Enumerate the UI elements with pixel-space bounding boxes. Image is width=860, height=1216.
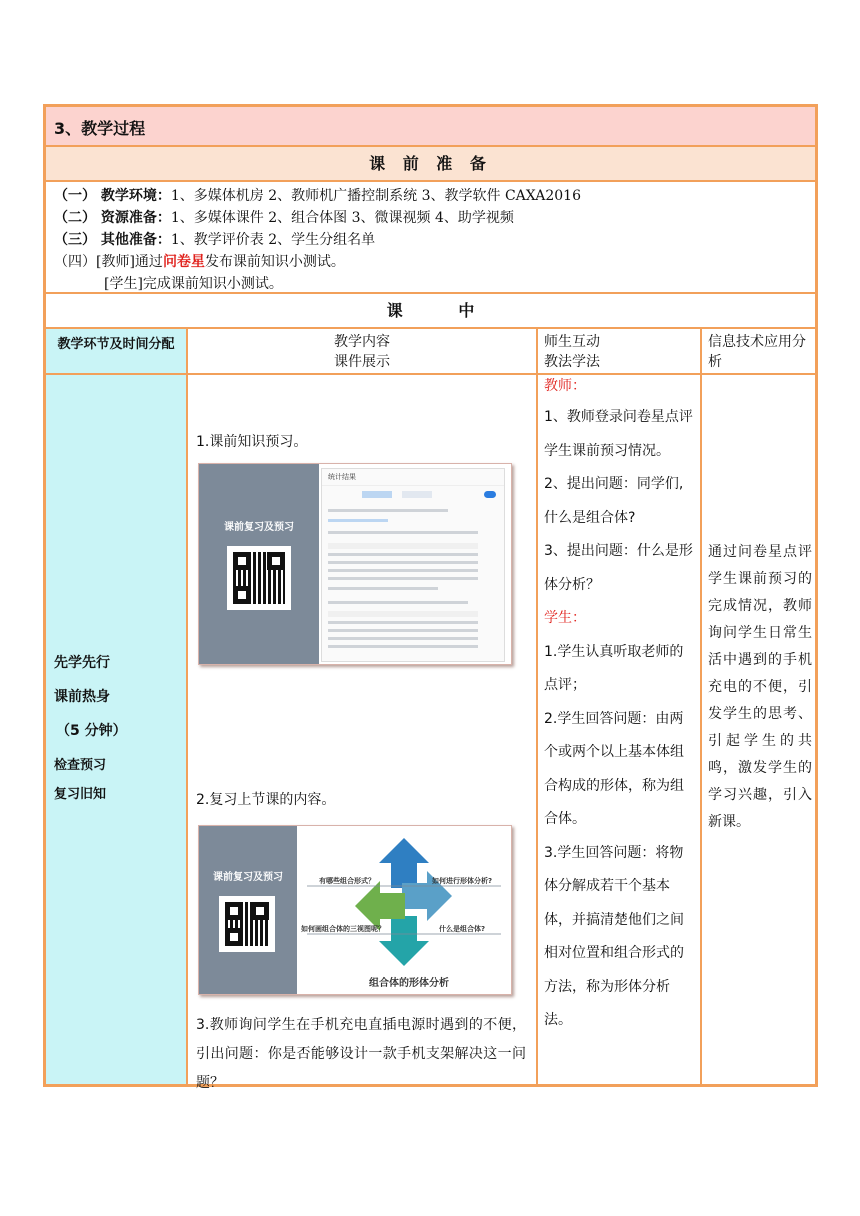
wenjuanxing-highlight: 问卷星	[162, 254, 205, 270]
student-step-2: 2.学生回答问题：由两个或两个以上基本体组合构成的形体，称为组合体。	[544, 710, 684, 827]
prep-title: 课 前 准 备	[369, 154, 492, 173]
prep-body	[46, 182, 815, 294]
content-cell	[188, 375, 536, 1091]
student-label: 学生：	[544, 610, 586, 626]
header-content: 教学内容 课件展示	[188, 329, 536, 375]
prep-title-row	[46, 147, 815, 182]
prep-line-4: （四）[教师]通过问卷星发布课前知识小测试。	[54, 254, 345, 270]
survey-result-title: 统计结果	[322, 469, 504, 486]
slide2-question-1: 有哪些组合形式？	[319, 877, 375, 885]
header-analysis: 信息技术应用分析	[702, 329, 815, 375]
interaction-cell	[538, 375, 700, 1084]
slide-preview-survey	[198, 463, 512, 665]
student-step-3: 3.学生回答问题：将物体分解成若干个基本体，并搞清楚他们之间相对位置和组合形式的方法，称为形体分析法。	[544, 844, 684, 1028]
prep-line-1: （一） 教学环境：1、多媒体机房 2、教师机广播控制系统 3、教学软件 CAXA2016	[54, 188, 581, 204]
stage-line-5: 复习旧知	[54, 787, 107, 802]
header-interaction: 师生互动 教法学法	[538, 329, 700, 375]
slide2-question-2: 如何进行形体分析?	[432, 877, 493, 885]
mid-title: 课 中	[386, 301, 475, 320]
content-item-3: 3.教师询问学生在手机充电直插电源时遇到的不便，引出问题：你是否能够设计一款手机支架解决这一问题？	[196, 1017, 526, 1091]
slide-preview-review	[198, 825, 512, 995]
content-item-2: 2.复习上节课的内容。	[196, 792, 336, 808]
prep-line-2: （二） 资源准备：1、多媒体课件 2、组合体图 3、微课视频 4、助学视频	[54, 210, 514, 226]
section-title: 3、教学过程	[54, 119, 146, 138]
slide2-question-3: 如何画组合体的三视图呢？	[301, 925, 385, 933]
header-stage: 教学环节及时间分配	[46, 329, 186, 375]
prep-line-5: [学生]完成课前知识小测试。	[104, 276, 283, 292]
cycle-diagram-icon	[297, 826, 511, 994]
student-step-1: 1.学生认真听取老师的点评；	[544, 643, 684, 693]
prep-line-3: （三） 其他准备：1、教学评价表 2、学生分组名单	[54, 232, 376, 248]
slide-title: 课前复习及预习	[213, 872, 283, 883]
stage-line-2: 课前热身	[54, 689, 110, 705]
stage-cell	[46, 375, 186, 1084]
slide-title: 课前复习及预习	[224, 522, 294, 533]
slide2-question-4: 什么是组合体?	[439, 925, 486, 933]
qr-code-icon	[227, 546, 291, 610]
analysis-text: 通过问卷星点评学生课前预习的完成情况，教师询问学生日常生活中遇到的手机充电的不便，引发学生的思考、引起学生的共鸣，激发学生的学习兴趣，引入新课。	[708, 544, 812, 830]
stage-line-1: 先学先行	[54, 655, 110, 671]
survey-result-screenshot	[321, 468, 505, 662]
mid-title-row	[46, 294, 815, 329]
teacher-label: 教师：	[544, 378, 586, 394]
teacher-step-2: 2、提出问题：同学们,什么是组合体?	[544, 476, 684, 526]
teacher-step-1: 1、教师登录问卷星点评学生课前预习情况。	[544, 409, 693, 459]
analysis-cell	[702, 375, 815, 1084]
stage-duration: （5 分钟）	[56, 723, 127, 739]
section-title-row	[46, 107, 815, 147]
qr-code-icon	[219, 896, 275, 952]
teaching-process-table	[43, 104, 818, 1091]
content-item-1: 1.课前知识预习。	[196, 434, 308, 450]
slide2-caption: 组合体的形体分析	[369, 978, 449, 989]
teacher-step-3: 3、提出问题：什么是形体分析？	[544, 543, 693, 593]
stage-line-4: 检查预习	[54, 758, 107, 773]
